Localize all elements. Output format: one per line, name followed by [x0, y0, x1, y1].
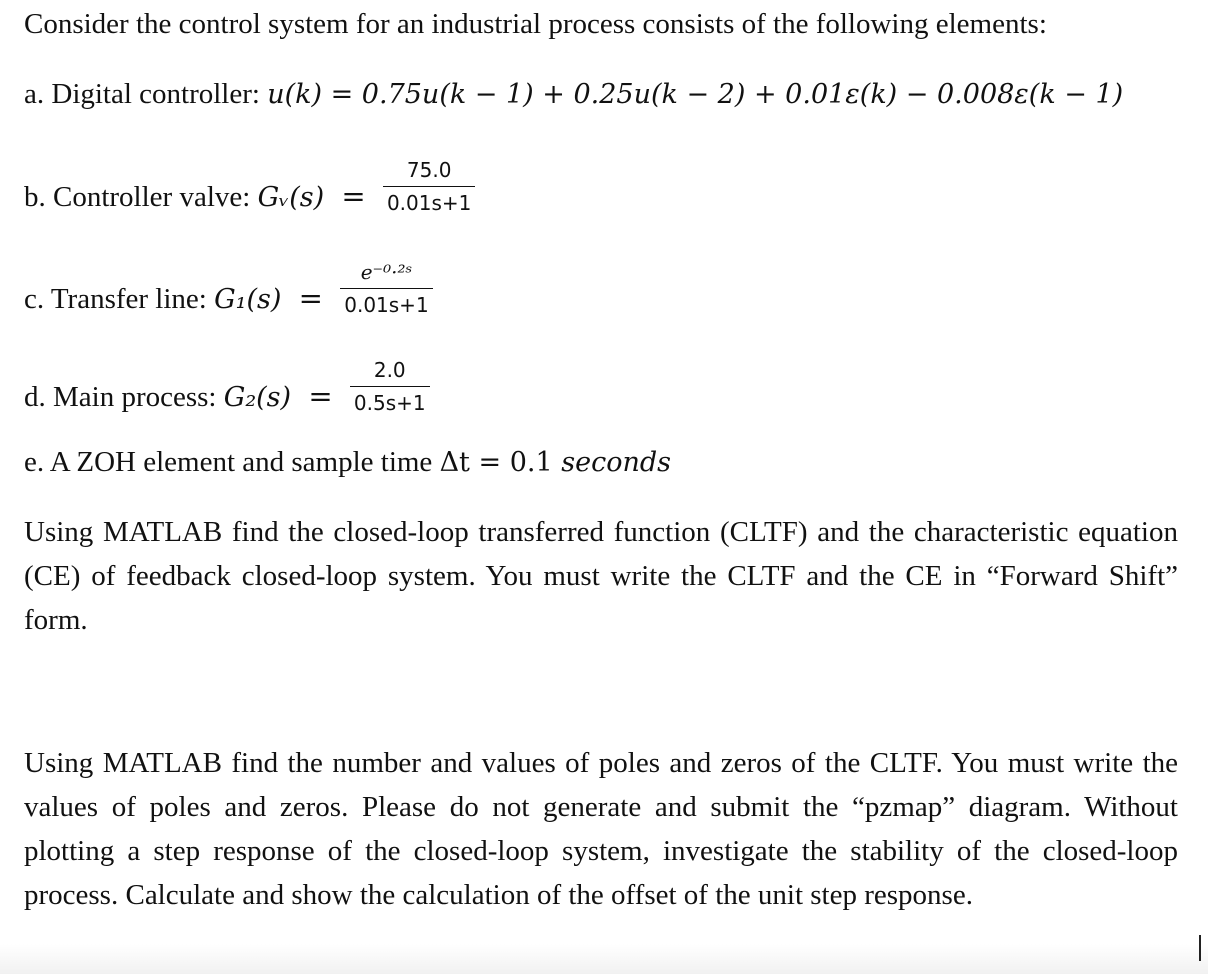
item-b-label: b. Controller valve:	[24, 181, 258, 213]
item-e	[24, 448, 671, 477]
process-fraction	[350, 360, 430, 413]
item-a	[24, 80, 1123, 109]
item-c-label: c. Transfer line:	[24, 283, 215, 315]
item-e-label: e. A ZOH element and sample time	[24, 446, 440, 478]
process-numerator: 2.0	[350, 360, 430, 387]
equals-sign: =	[308, 379, 333, 413]
sample-time: Δt = 0.1	[439, 447, 562, 478]
transfer-line-lhs: G₁(s)	[214, 284, 282, 315]
valve-fraction	[383, 160, 475, 213]
problem-intro: Consider the control system for an industrial process consists of the following elements:	[24, 8, 1047, 40]
item-d-label: d. Main process:	[24, 381, 224, 413]
item-b	[24, 160, 475, 213]
valve-denominator: 0.01s+1	[386, 191, 472, 215]
item-a-label: a. Digital controller:	[24, 78, 268, 110]
item-c	[24, 262, 433, 315]
process-lhs: G₂(s)	[223, 382, 292, 413]
bottom-shadow	[0, 944, 1208, 974]
equals-sign: =	[341, 179, 366, 213]
equals-sign: =	[298, 281, 323, 315]
transfer-line-denominator: 0.01s+1	[344, 293, 429, 317]
transfer-line-numerator: e⁻⁰·²ˢ	[340, 262, 432, 289]
item-d	[24, 360, 430, 413]
text-cursor	[1199, 935, 1201, 961]
transfer-line-fraction	[340, 262, 432, 315]
valve-lhs: Gᵥ(s)	[257, 182, 325, 213]
paragraph-cltf-task: Using MATLAB find the closed-loop transferred function (CLTF) and the characteristic equation (CE) of feedback closed-loop system. You must write the CLTF and the CE in “Forward Shift” form.	[24, 516, 1178, 636]
valve-numerator: 75.0	[383, 160, 475, 187]
process-denominator: 0.5s+1	[353, 391, 426, 415]
sample-time-unit: seconds	[561, 447, 671, 478]
controller-equation: u(k) = 0.75u(k − 1) + 0.25u(k − 2) + 0.01ε(k) − 0.008ε(k − 1)	[267, 79, 1124, 110]
paragraph-poles-zeros-task: Using MATLAB find the number and values of poles and zeros of the CLTF. You must write the values of poles and zeros. Please do not generate and submit the “pzmap” diagram. Without plotting a step response of the closed-loop system, investigate the stability of the closed-loop process. Calculate and show the calculation of the offset of the unit step response.	[24, 747, 1178, 911]
